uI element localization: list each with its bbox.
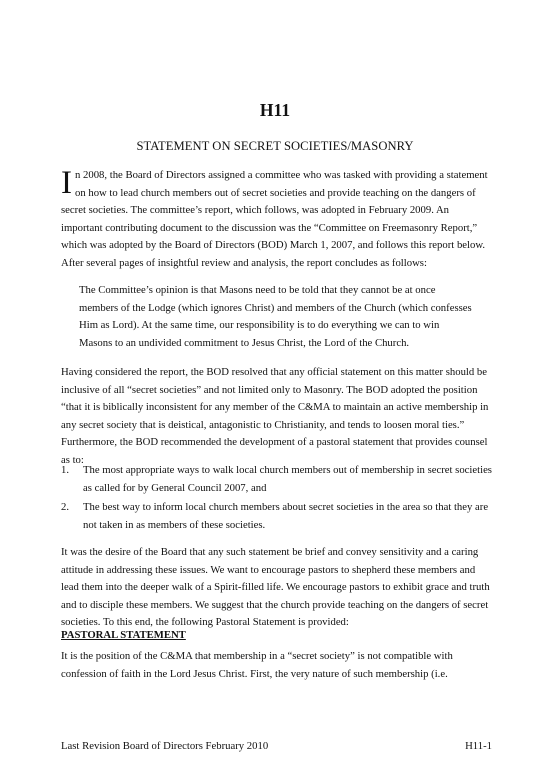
paragraph-3: It was the desire of the Board that any such statement be brief and convey sensitivity and a caring attitude in addressing these issues. We want to encourage pastors to shepherd these members and lead them into the deeper walk of a Spirit-filled life. We encourage pastors to exhibit grace and truth and to disciple these members. We suggest that the church provide teaching on the dangers of secret societies. To this end, the following Pastoral Statement is provided: bbox=[61, 546, 490, 628]
section-heading: PASTORAL STATEMENT bbox=[61, 629, 186, 641]
intro-paragraph bbox=[61, 167, 493, 272]
paragraph-2: Having considered the report, the BOD resolved that any official statement on this matter should be inclusive of all “secret societies” and not limited only to Masonry. The BOD adopted the position “that it is biblically inconsistent for any member of the C&MA to maintain an active membership in any secret society that is deistical, antagonistic to Christianity, and tends to loosen moral ties.” Furthermore, the BOD recommended the development of a pastoral statement that provides counsel as to: bbox=[61, 366, 489, 466]
footer-revision: Last Revision Board of Directors February 2010 bbox=[61, 740, 269, 752]
intro-text: n 2008, the Board of Directors assigned a committee who was tasked with providing a statement on how to lead church members out of secret societies and provide teaching on the dangers of secret societies. The committee’s report, which follows, was adopted in February 2009. An important contributing document to the discussion was the “Committee on Freemasonry Report,” which was adopted by the Board of Directors (BOD) March 1, 2007, and follows this report below. After several pages of insightful review and analysis, the report concludes as follows: bbox=[61, 169, 488, 269]
list-item bbox=[61, 462, 493, 497]
drop-cap: I bbox=[61, 165, 72, 201]
block-quote: The Committee’s opinion is that Masons need to be told that they cannot be at once members of the Lodge (which ignores Christ) and members of the Church (which confesses Him as Lord). At the same time, our responsibility is to do everything we can to win Masons to an undivided commitment to Jesus Christ, the Lord of the Church. bbox=[79, 284, 472, 349]
paragraph-4: It is the position of the C&MA that membership in a “secret society” is not compatible with confession of faith in the Lord Jesus Christ. First, the very nature of such membership (i.e. bbox=[61, 650, 453, 680]
numbered-list bbox=[61, 462, 493, 536]
document-code: H11 bbox=[259, 100, 291, 120]
document-title: STATEMENT ON SECRET SOCIETIES/MASONRY bbox=[136, 139, 414, 153]
list-number: 2. bbox=[61, 501, 70, 513]
list-text: The best way to inform local church members about secret societies in the area so that they are not taken in as members of these societies. bbox=[83, 501, 489, 531]
list-text: The most appropriate ways to walk local church members out of membership in secret societies as called for by General Council 2007, and bbox=[83, 464, 492, 494]
list-number: 1. bbox=[61, 464, 70, 476]
list-item bbox=[61, 499, 493, 534]
footer-page-number: H11-1 bbox=[465, 740, 492, 752]
